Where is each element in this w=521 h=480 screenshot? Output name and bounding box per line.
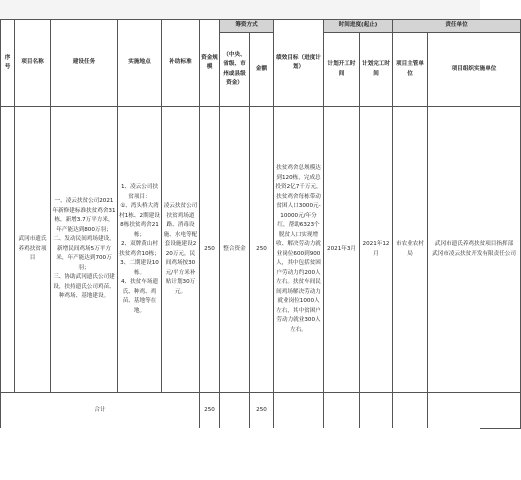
total-authority (393, 393, 428, 429)
row-amount: 250 (250, 107, 274, 393)
row-authority: 市农业农村局 (393, 107, 428, 393)
header-amount: 金额 (250, 33, 274, 107)
header-scale: 资金规模 (200, 20, 220, 107)
row-performance: 扶贫鸡舍总规模达到120栋，完成总投资2亿7千万元，扶贫鸡舍每栋带动贫困人口3000元-10000元/年分红，帮助6323个脱贫人口实现增收、解决劳动力就业岗位600到900人，其中包括贫困户劳动力约200人左右。扶贫车间民间鸡场解决劳动力就业岗位1000人左右，其中贫困户劳动力就业300人左右。 (274, 107, 324, 393)
header-tasks: 建设任务 (51, 20, 118, 107)
header-project-name: 项目名称 (15, 20, 51, 107)
header-implementer: 项目组织实施单位 (428, 33, 521, 107)
row-project-name: 武冈市遗氏养鸡扶贫项目 (15, 107, 51, 393)
total-label: 合计 (1, 393, 200, 429)
header-authority: 项目主管单位 (393, 33, 428, 107)
row-seq (1, 107, 15, 393)
row-scale: 250 (200, 107, 220, 393)
header-performance: 绩效目标（进度计划） (274, 20, 324, 107)
total-start (324, 393, 360, 429)
total-scale: 250 (200, 393, 220, 429)
row-implementer: 武冈市遗氏养鸡扶贫项目指挥部 武冈市凌云扶贫开发有限责任公司 (428, 107, 521, 393)
row-location: 1、凌云公司扶贫项目： ①、湾头桥大湾村1栋、2期建设8栋扶贫鸡舍21栋； 2、双牌黄山村扶贫鸡舍10栋； 3、二期建设10栋。 4、扶贫车场遗氏、种鸡、鸡苗、基地等在地。 (118, 107, 162, 393)
total-funding-source (220, 393, 250, 429)
total-performance (274, 393, 324, 429)
header-end: 计划完工时间 (360, 33, 393, 107)
row-start: 2021年3月 (324, 107, 360, 393)
page-bottom-margin (0, 428, 480, 480)
header-funding-group: 筹资方式 (220, 20, 274, 33)
header-schedule-group: 时间进度(起止) (324, 20, 393, 33)
project-table (0, 19, 521, 429)
header-responsible-group: 责任单位 (393, 20, 521, 33)
row-funding-source: 整合资金 (220, 107, 250, 393)
header-subsidy: 补助标准 (162, 20, 200, 107)
header-funding-source: （中央、省级、市州或县级资金） (220, 33, 250, 107)
header-location: 实施地点 (118, 20, 162, 107)
row-tasks: 一、凌云扶贫公司2021年新修建标准扶贫鸡舍31栋，新增3.7万平方米，年产能达到800万羽； 二、发动民间鸡场建设，新增民间鸡场5万平方米，年产能达到700万羽； 三、协助武冈遗氏公司建设，扶持遗氏公司鸡苗、种鸡场、基地建设。 (51, 107, 118, 393)
header-start: 计划开工时间 (324, 33, 360, 107)
total-implementer (428, 393, 521, 429)
header-seq: 序号 (1, 20, 15, 107)
row-end: 2021年12月 (360, 107, 393, 393)
total-end (360, 393, 393, 429)
row-subsidy: 凌云扶贫公司扶贫鸡场道路、消毒设施、水电等配套设施建设220万元，民间鸡场按30元/平方米补贴计划30万元。 (162, 107, 200, 393)
total-amount: 250 (250, 393, 274, 429)
